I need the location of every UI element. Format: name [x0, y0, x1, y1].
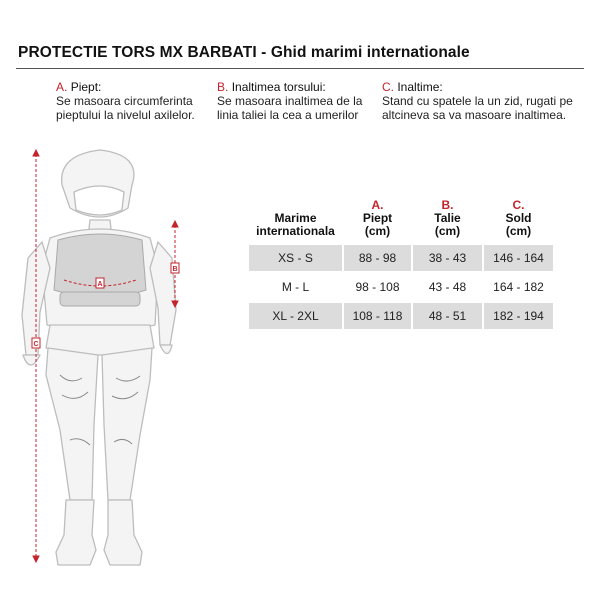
cell-waist: 38 - 43: [413, 245, 482, 271]
cell-size: M - L: [281, 280, 310, 294]
cell-hip: 146 - 164: [484, 245, 553, 271]
table-row: [249, 274, 553, 300]
header-size: Marime internationala: [256, 211, 335, 238]
cell-chest: 98 - 108: [355, 280, 400, 294]
figure-label-b: B: [172, 266, 178, 273]
measure-description: Stand cu spatele la un zid, rugati pe altcineva sa va masoare inaltimea.: [382, 94, 573, 122]
cell-waist: 48 - 51: [413, 303, 482, 329]
cell-waist: 43 - 48: [428, 280, 467, 294]
size-chart-table: [247, 196, 555, 332]
cell-size: XS - S: [249, 245, 342, 271]
header-hip: C. Sold (cm): [505, 198, 532, 238]
measure-description: Se masoara circumferinta pieptului la nivelul axilelor.: [56, 94, 195, 122]
measure-name: Inaltimea torsului:: [231, 80, 326, 94]
figure-label-c: C: [33, 341, 39, 348]
measure-torso: [217, 80, 377, 122]
cell-chest: 88 - 98: [344, 245, 411, 271]
table-header-row: [249, 199, 553, 242]
measure-description: Se masoara inaltimea de la linia taliei la cea a umerilor: [217, 94, 363, 122]
measure-chest: [56, 80, 216, 122]
header-chest: A. Piept (cm): [362, 198, 393, 238]
table-row: [249, 245, 553, 271]
table-row: [249, 303, 553, 329]
header-waist: B. Talie (cm): [434, 198, 461, 238]
title-divider: [16, 68, 584, 69]
cell-size: XL - 2XL: [249, 303, 342, 329]
figure-label-a: A: [97, 281, 103, 288]
measure-height: [382, 80, 582, 122]
page-title: PROTECTIE TORS MX BARBATI - Ghid marimi internationale: [18, 44, 470, 61]
rider-figure-illustration: [0, 140, 240, 600]
measure-letter: A.: [56, 80, 68, 94]
cell-hip: 164 - 182: [493, 280, 544, 294]
measure-letter: C.: [382, 80, 394, 94]
measure-letter: B.: [217, 80, 229, 94]
cell-hip: 182 - 194: [484, 303, 553, 329]
cell-chest: 108 - 118: [344, 303, 411, 329]
measure-name: Piept:: [70, 80, 102, 94]
measure-name: Inaltime:: [397, 80, 443, 94]
